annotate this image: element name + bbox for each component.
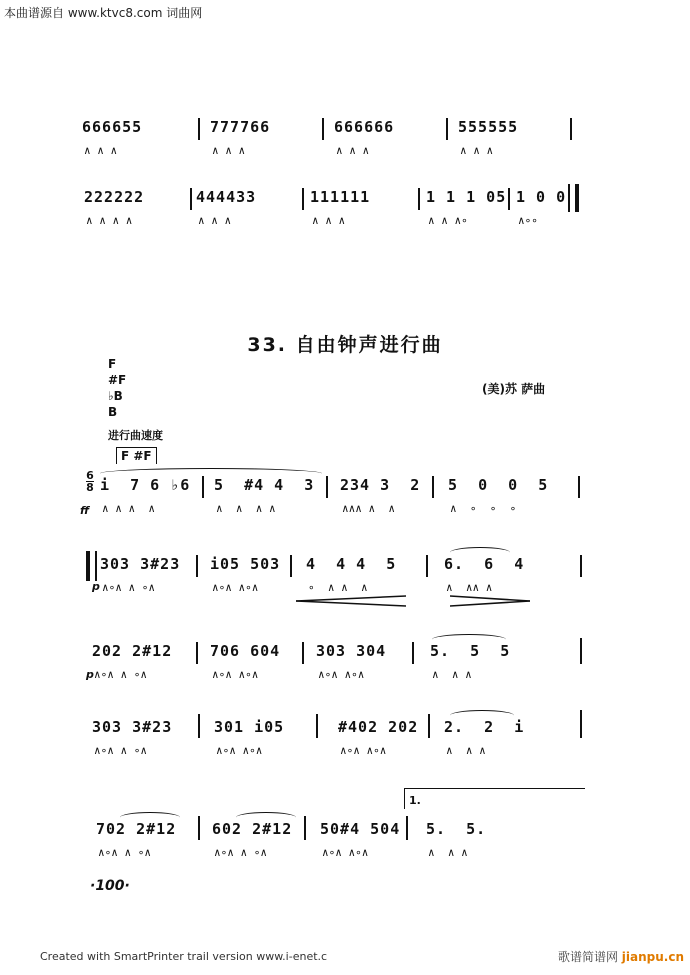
measure-notes: #402 202 — [338, 718, 419, 736]
key-label: F — [108, 357, 117, 371]
measure-notes: 2. 2 i — [444, 718, 525, 736]
barline — [418, 188, 420, 210]
measure-accents: ∧ ∧ ∧ — [460, 144, 494, 157]
measure-accents: ∧∘∧ ∧∘∧ — [340, 744, 387, 757]
top-row-2 — [0, 188, 690, 248]
music-row-2 — [0, 555, 690, 615]
measure-notes: 666655 — [82, 118, 143, 136]
measure-accents: ∧ ∧ ∧ — [336, 144, 370, 157]
key-label: B — [108, 405, 118, 419]
measure-notes: 5. 5 5 — [430, 642, 511, 660]
crescendo-hairpin — [296, 595, 406, 607]
measure-accents: ∧ ∘ ∘ ∘ — [450, 502, 517, 515]
measure-notes: i05 503 — [210, 555, 281, 573]
measure-notes: 6. 6 4 — [444, 555, 525, 573]
measure-accents: ∧∘∧ ∧ ∘∧ — [98, 846, 151, 859]
measure-accents: ∧∘∧ ∧∘∧ — [212, 668, 259, 681]
barline — [198, 714, 200, 738]
barline — [570, 118, 572, 140]
measure-notes: 1 0 0 — [516, 188, 567, 206]
measure-notes: 5. 5. — [426, 820, 487, 838]
measure-notes: 777766 — [210, 118, 271, 136]
measure-notes: 602 2#12 — [212, 820, 293, 838]
measure-accents: ∧∘∧ ∧ ∘∧ — [102, 581, 155, 594]
dynamic-p: p — [92, 580, 100, 593]
measure-notes: 706 604 — [210, 642, 281, 660]
key-label: #F — [108, 373, 127, 387]
measure-accents: ∧ ∧ ∧ — [432, 668, 472, 681]
barline — [198, 118, 200, 140]
footer-created-with: Created with SmartPrinter trail version www.i-enet.c — [40, 950, 328, 963]
barline — [302, 642, 304, 664]
measure-notes: 111111 — [310, 188, 371, 206]
measure-accents: ∧ ∧ ∧ — [428, 846, 468, 859]
piece-title: 33. 自由钟声进行曲 — [247, 334, 443, 356]
barline — [426, 555, 428, 577]
barline — [202, 476, 204, 498]
measure-accents: ∧ ∧∧ ∧ — [446, 581, 493, 594]
final-barline — [568, 184, 579, 212]
measure-accents: ∧ ∧ ∧ — [312, 214, 346, 227]
measure-notes: 1 1 1 05 — [426, 188, 507, 206]
measure-accents: ∧∘∧ ∧∘∧ — [322, 846, 369, 859]
chord-bracket: F #F — [116, 447, 157, 464]
header-source-text: 本曲谱源自 www.ktvc8.com 词曲网 — [4, 6, 203, 20]
composer-credit: (美)苏 萨曲 — [482, 382, 546, 396]
barline — [580, 710, 582, 738]
measure-notes: 50#4 504 — [320, 820, 401, 838]
barline — [190, 188, 192, 210]
repeat-start-barline — [86, 551, 97, 581]
barline — [196, 555, 198, 577]
measure-accents: ∧ ∧ ∧ — [212, 144, 246, 157]
barline — [198, 816, 200, 840]
barline — [322, 118, 324, 140]
measure-accents: ∧∘∘ — [518, 214, 538, 227]
watermark — [558, 948, 684, 965]
measure-accents: ∧∘∧ ∧ ∘∧ — [94, 744, 147, 757]
barline — [428, 714, 430, 738]
volta-label: 1. — [409, 794, 421, 807]
measure-notes: 444433 — [196, 188, 257, 206]
measure-notes: i 7 6 ♭6 — [100, 476, 191, 494]
dynamic-p: p — [86, 668, 94, 681]
measure-notes: 303 3#23 — [100, 555, 181, 573]
first-ending-bracket — [404, 788, 585, 809]
measure-accents: ∧∘∧ ∧∘∧ — [318, 668, 365, 681]
barline — [580, 555, 582, 577]
measure-notes: 702 2#12 — [96, 820, 177, 838]
page-number: ·100· — [90, 878, 130, 894]
measure-notes: 303 3#23 — [92, 718, 173, 736]
top-row-1 — [0, 118, 690, 178]
dynamic-ff: ff — [80, 504, 90, 517]
measure-accents: ∧ ∧ ∧ — [446, 744, 486, 757]
time-signature-bottom: 8 — [86, 481, 94, 494]
barline — [326, 476, 328, 498]
music-row-3 — [0, 642, 690, 702]
barline — [412, 642, 414, 664]
watermark-site-url: jianpu.cn — [621, 950, 684, 964]
measure-accents: ∧ ∧ ∧ ∧ — [216, 502, 276, 515]
measure-accents: ∧∘∧ ∧ ∘∧ — [94, 668, 147, 681]
measure-notes: 5 #4 4 3 — [214, 476, 315, 494]
barline — [578, 476, 580, 498]
measure-accents: ∧∘∧ ∧∘∧ — [216, 744, 263, 757]
measure-notes: 202 2#12 — [92, 642, 173, 660]
measure-accents: ∧ ∧ ∧ ∧ — [86, 214, 133, 227]
barline — [508, 188, 510, 210]
measure-accents: ∘ ∧ ∧ ∧ — [308, 581, 368, 594]
measure-notes: 234 3 2 — [340, 476, 421, 494]
measure-notes: 303 304 — [316, 642, 387, 660]
measure-accents: ∧∘∧ ∧ ∘∧ — [214, 846, 267, 859]
barline — [446, 118, 448, 140]
measure-notes: 5 0 0 5 — [448, 476, 549, 494]
decrescendo-hairpin — [450, 595, 530, 607]
music-row-4 — [0, 718, 690, 778]
measure-accents: ∧ ∧ ∧ ∧ — [102, 502, 155, 515]
measure-notes: 555555 — [458, 118, 519, 136]
measure-accents: ∧∘∧ ∧∘∧ — [212, 581, 259, 594]
barline — [290, 555, 292, 577]
measure-notes: 301 i05 — [214, 718, 285, 736]
barline — [304, 816, 306, 840]
measure-notes: 4 4 4 5 — [306, 555, 397, 573]
measure-accents: ∧ ∧ ∧ — [198, 214, 232, 227]
measure-accents: ∧∧∧ ∧ ∧ — [342, 502, 395, 515]
barline — [302, 188, 304, 210]
measure-accents: ∧ ∧ ∧ — [84, 144, 118, 157]
watermark-site-cn: 歌谱简谱网 — [557, 950, 618, 964]
time-signature-top: 6 — [86, 469, 94, 482]
barline — [316, 714, 318, 738]
barline — [580, 638, 582, 664]
measure-notes: 222222 — [84, 188, 145, 206]
barline — [406, 816, 408, 840]
measure-accents: ∧ ∧ ∧∘ — [428, 214, 468, 227]
key-label: ♭B — [108, 389, 123, 403]
music-row-5 — [0, 820, 690, 880]
barline — [196, 642, 198, 664]
tempo-marking: 进行曲速度 — [108, 429, 163, 442]
barline — [432, 476, 434, 498]
measure-notes: 666666 — [334, 118, 395, 136]
music-row-1 — [0, 476, 690, 536]
